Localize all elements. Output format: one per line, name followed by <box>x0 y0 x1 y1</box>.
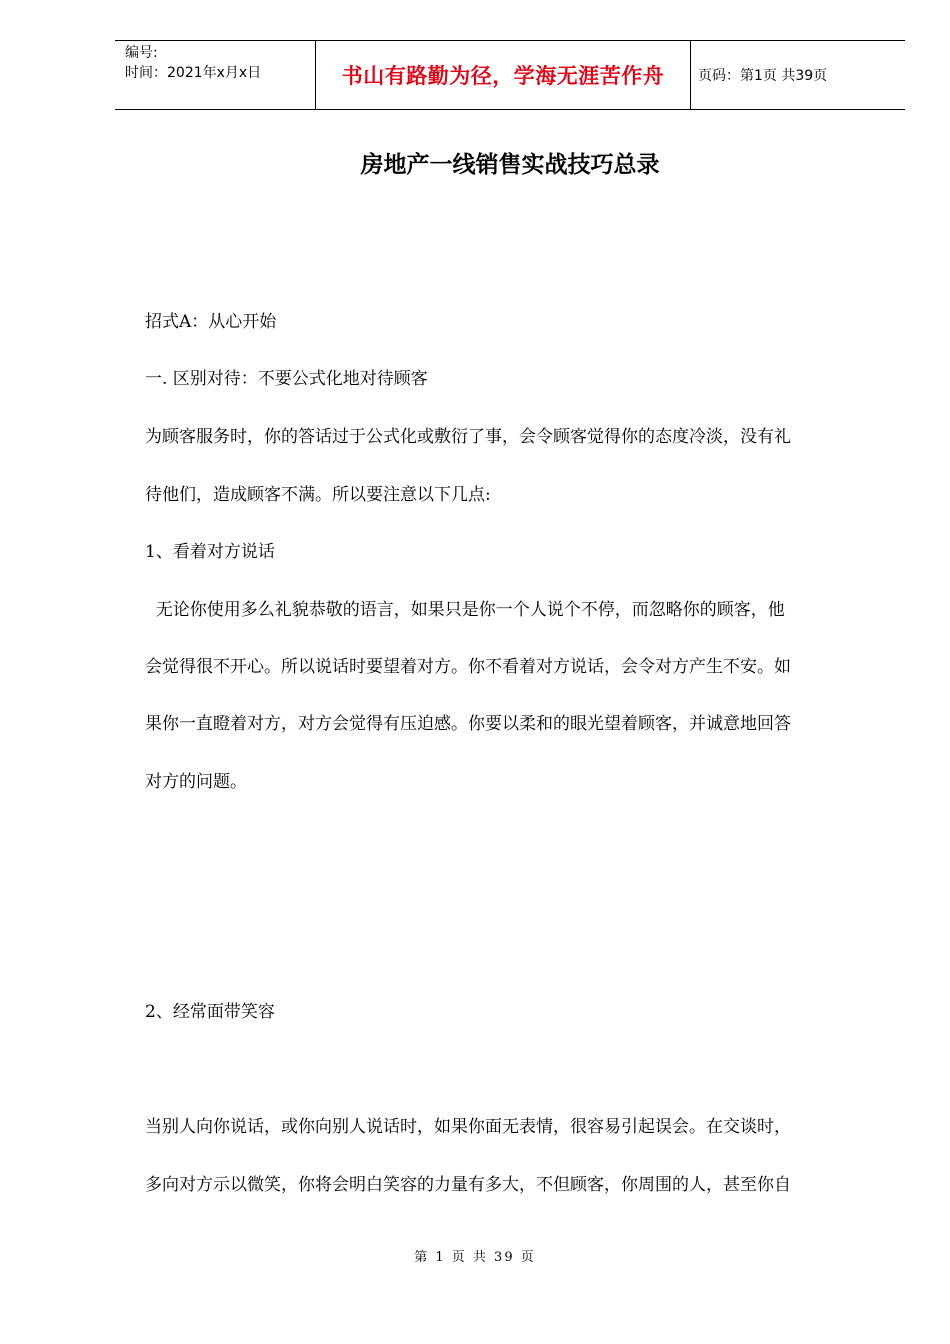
header-page-info: 页码：第1页 共39页 <box>698 68 828 84</box>
section-heading: 招式A：从心开始 <box>145 312 277 332</box>
paragraph-line: 果你一直瞪着对方，对方会觉得有压迫感。你要以柔和的眼光望着顾客，并诚意地回答 <box>145 714 791 734</box>
paragraph-line: 为顾客服务时，你的答话过于公式化或敷衍了事，会令顾客觉得你的态度冷淡，没有礼 <box>145 427 791 447</box>
header-meta <box>115 41 315 109</box>
point-heading: 1、看着对方说话 <box>145 542 275 562</box>
paragraph-line: 对方的问题。 <box>145 772 247 792</box>
point-heading: 2、经常面带笑容 <box>145 1002 275 1022</box>
page-footer: 第 1 页 共 39 页 <box>414 1250 536 1265</box>
header-motto: 书山有路勤为径，学海无涯苦作舟 <box>341 64 665 88</box>
paragraph-line: 多向对方示以微笑，你将会明白笑容的力量有多大，不但顾客，你周围的人，甚至你自 <box>145 1175 791 1195</box>
document-number-label: 编号: <box>125 45 158 61</box>
header-motto-cell <box>315 41 691 109</box>
page-header <box>115 40 905 110</box>
paragraph-line: 待他们，造成顾客不满。所以要注意以下几点: <box>145 485 491 505</box>
paragraph-line: 无论你使用多么礼貌恭敬的语言，如果只是你一个人说个不停，而忽略你的顾客，他 <box>145 600 785 620</box>
paragraph-line: 当别人向你说话，或你向别人说话时，如果你面无表情，很容易引起误会。在交谈时， <box>145 1117 791 1137</box>
document-title: 房地产一线销售实战技巧总录 <box>360 151 660 178</box>
subsection-heading: 一. 区别对待：不要公式化地对待顾客 <box>145 369 428 389</box>
paragraph-line: 会觉得很不开心。所以说话时要望着对方。你不看着对方说话，会令对方产生不安。如 <box>145 657 791 677</box>
document-time-label: 时间：2021年x月x日 <box>125 65 262 81</box>
